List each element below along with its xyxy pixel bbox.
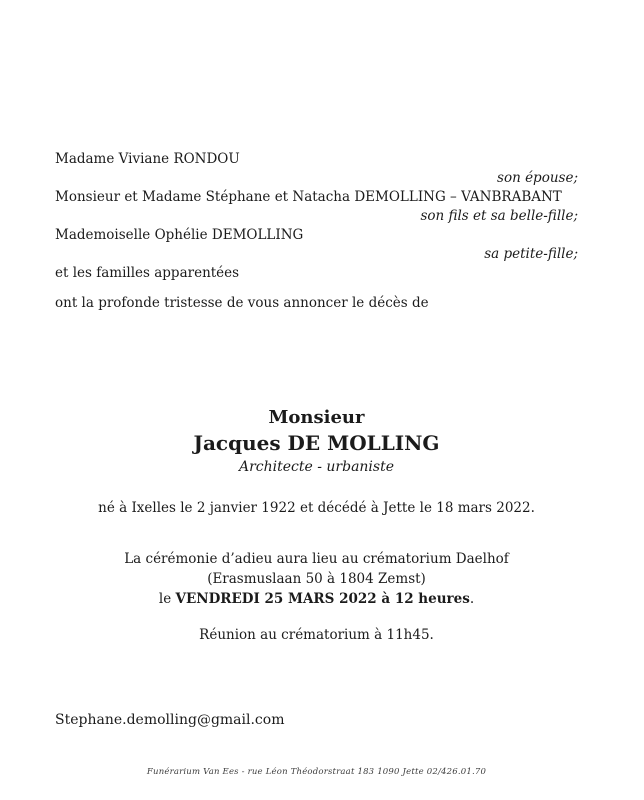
- ceremony-line-1: La cérémonie d’adieu aura lieu au crématorium Daelhof: [124, 551, 509, 567]
- funeral-home-footer: Funérarium Van Ees - rue Léon Théodorstraat 183 1090 Jette 02/426.01.70: [146, 767, 487, 777]
- relatives-list: [55, 150, 578, 283]
- deceased-block: [55, 406, 578, 477]
- ceremony-date-bold: VENDREDI 25 MARS 2022 à 12 heures: [175, 591, 470, 607]
- relative-relation: son épouse;: [497, 170, 578, 186]
- relative-relation: sa petite-fille;: [484, 246, 578, 262]
- ceremony-line-3: [55, 589, 578, 609]
- deceased-profession: Architecte - urbaniste: [238, 459, 395, 475]
- families-line: et les familles apparentées: [55, 265, 240, 281]
- relative-name: Madame Viviane RONDOU: [55, 151, 240, 167]
- ceremony-date-suffix: .: [469, 591, 475, 607]
- life-dates-line: né à Ixelles le 2 janvier 1922 et décédé à Jette le 18 mars 2022.: [98, 500, 535, 516]
- meeting-line: Réunion au crématorium à 11h45.: [199, 627, 434, 643]
- relative-relation: son fils et sa belle-fille;: [420, 208, 578, 224]
- deceased-name: Jacques DE MOLLING: [193, 431, 440, 455]
- ceremony-date-prefix: le: [158, 591, 176, 607]
- ceremony-line-2: (Erasmuslaan 50 à 1804 Zemst): [207, 571, 426, 587]
- deceased-title: Monsieur: [268, 407, 365, 428]
- relative-name: Mademoiselle Ophélie DEMOLLING: [55, 227, 304, 243]
- contact-email: Stephane.demolling@gmail.com: [55, 712, 285, 728]
- ceremony-block: [55, 549, 578, 609]
- announcement-intro: ont la profonde tristesse de vous annoncer le décès de: [55, 295, 429, 311]
- relative-name: Monsieur et Madame Stéphane et Natacha DEMOLLING – VANBRABANT: [55, 189, 562, 205]
